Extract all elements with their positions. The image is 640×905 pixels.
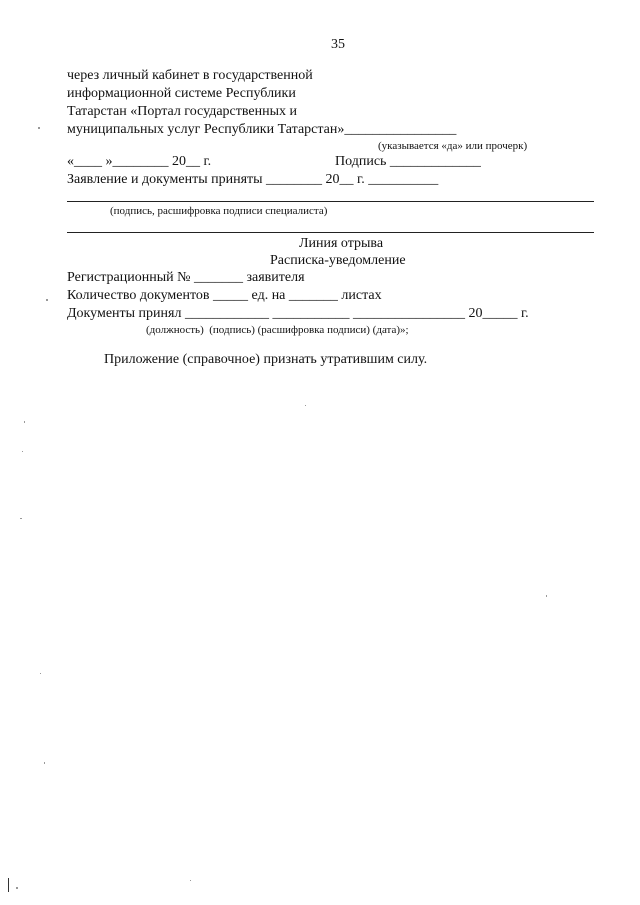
scan-speck (190, 880, 191, 881)
appendix-statement: Приложение (справочное) признать утратившим силу. (104, 352, 428, 367)
specialist-signature-caption: (подпись, расшифровка подписи специалиста) (110, 205, 328, 217)
accepted-line: Заявление и документы приняты ________ 20__ г. __________ (67, 172, 439, 187)
documents-accepted-line: Документы принял ____________ ___________ ________________ 20_____ г. (67, 306, 529, 321)
scan-speck (16, 887, 18, 889)
scan-speck (305, 405, 306, 406)
scan-speck (20, 518, 22, 519)
body-line-2: информационной системе Республики (67, 86, 296, 101)
receipt-title: Расписка-уведомление (270, 253, 406, 268)
document-count-line: Количество документов _____ ед. на _______ листах (67, 288, 382, 303)
divider-line-1 (67, 201, 594, 202)
signature-field: Подпись _____________ (335, 154, 481, 169)
page-number: 35 (331, 37, 345, 52)
scan-edge-mark (8, 878, 9, 892)
registration-number-line: Регистрационный № _______ заявителя (67, 270, 305, 285)
scan-speck (24, 421, 25, 423)
scan-speck (546, 595, 547, 597)
tear-line-label: Линия отрыва (299, 236, 384, 251)
scan-speck (40, 673, 41, 674)
yes-or-dash-note: (указывается «да» или прочерк) (378, 140, 528, 152)
receipt-caption: (должность) (подпись) (расшифровка подписи) (дата)»; (146, 324, 409, 336)
scan-speck (44, 762, 45, 764)
body-line-4: муниципальных услуг Республики Татарстан»________________ (67, 122, 457, 137)
scan-speck (46, 299, 48, 301)
body-line-3: Татарстан «Портал государственных и (67, 104, 297, 119)
scan-speck (38, 127, 40, 129)
date-field: «____ »________ 20__ г. (67, 154, 212, 169)
divider-line-2 (67, 232, 594, 233)
scan-speck (22, 451, 23, 452)
body-line-1: через личный кабинет в государственной (67, 68, 313, 83)
